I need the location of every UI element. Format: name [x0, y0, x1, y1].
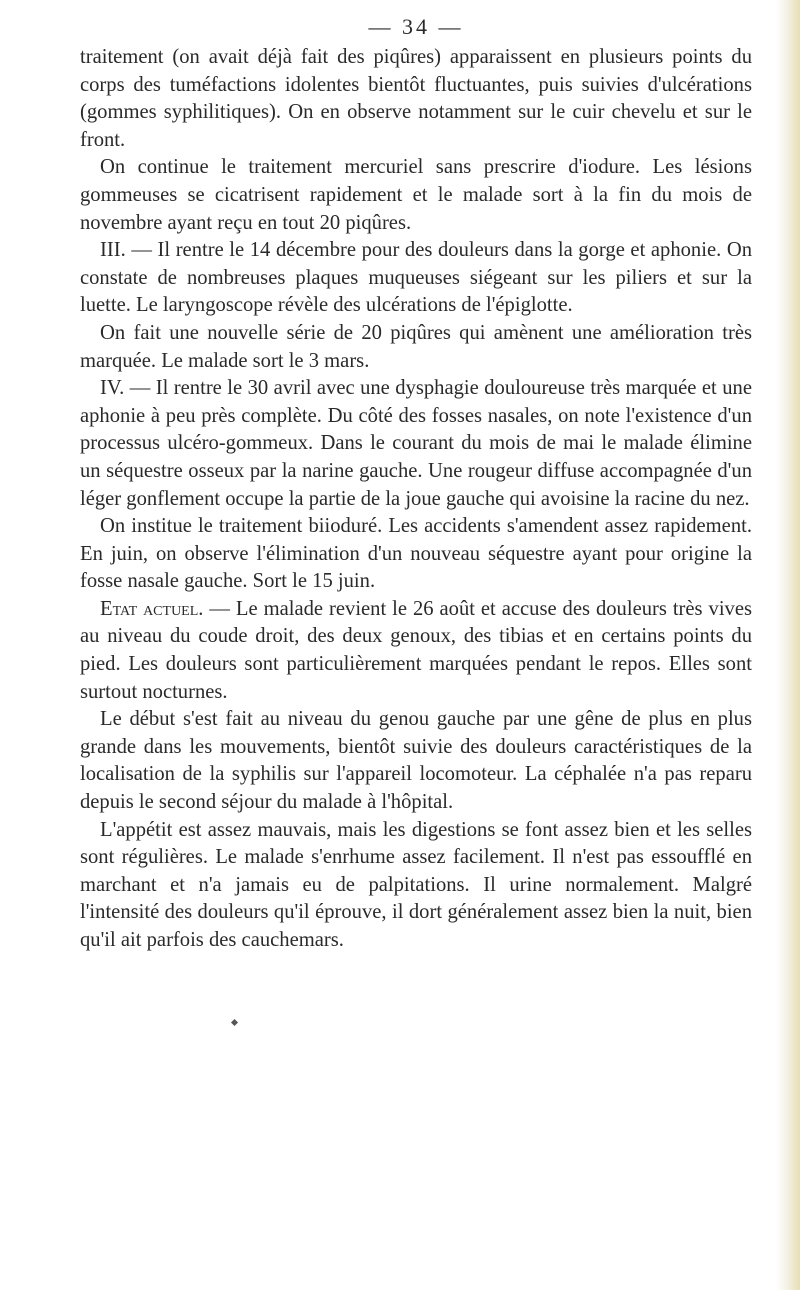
page-number: — 34 — — [368, 14, 464, 39]
etat-actuel-text: — Le malade revient le 26 août et accuse des douleurs très vives au niveau du coude droit, des deux genoux, des tibias et en certains points du pied. Les douleurs sont particulièrement marquées pendant le repos. Elles sont surtout nocturnes. — [80, 597, 752, 703]
paragraph-biioduré: On institue le traitement biioduré. Les accidents s'amendent assez rapidement. En juin, on observe l'élimination d'un nouveau séquestre ayant pour origine la fosse nasale gauche. Sort le 15 juin. — [80, 515, 752, 593]
paragraph-traitement: traitement (on avait déjà fait des piqûres) apparaissent en plusieurs points du corps des tuméfactions idolentes bientôt fluctuantes, puis suivies d'ulcérations (gommes syphilitiques). On en observe notamment sur le cuir chevelu et sur le front. — [80, 46, 752, 151]
etat-actuel-label: Etat actuel. — [100, 597, 204, 620]
print-mark — [231, 1019, 238, 1026]
paragraph-appetit: L'appétit est assez mauvais, mais les digestions se font assez bien et les selles sont régulières. Le malade s'enrhume assez facilement. Il n'est pas essoufflé en marchant et n'a jamais eu de palpitations. Il urine normalement. Malgré l'intensité des douleurs qu'il éprouve, il dort généralement assez bien la nuit, bien qu'il ait parfois des cauchemars. — [80, 818, 752, 951]
page-edge-shadow — [776, 0, 800, 1290]
document-page — [80, 14, 752, 955]
paragraph-mercuriel: On continue le traitement mercuriel sans prescrire d'iodure. Les lésions gommeuses se cicatrisent rapidement et le malade sort à la fin du mois de novembre ayant reçu en tout 20 piqûres. — [80, 156, 752, 234]
paragraph-debut: Le début s'est fait au niveau du genou gauche par une gêne de plus en plus grande dans les mouvements, bientôt suivie des douleurs caractéristiques de la localisation de la syphilis sur l'appareil locomoteur. La céphalée n'a pas reparu depuis le second séjour du malade à l'hôpital. — [80, 708, 752, 814]
paragraph-etat-actuel — [80, 596, 752, 706]
paragraph-serie-piqures: On fait une nouvelle série de 20 piqûres qui amènent une amélioration très marquée. Le malade sort le 3 mars. — [80, 321, 752, 372]
paragraph-section-iv: IV. — Il rentre le 30 avril avec une dysphagie douloureuse très marquée et une aphonie à peu près complète. Du côté des fosses nasales, on note l'existence d'un processus ulcéro-gommeux. Dans le courant du mois de mai le malade élimine un séquestre osseux par la narine gauche. Une rougeur diffuse accompagnée d'un léger gonflement occupe la partie de la joue gauche qui avoisine la racine du nez. — [80, 377, 752, 510]
paragraph-section-iii: III. — Il rentre le 14 décembre pour des douleurs dans la gorge et aphonie. On constate de nombreuses plaques muqueuses siégeant sur les piliers et sur la luette. Le laryngoscope révèle des ulcérations de l'épiglotte. — [80, 239, 752, 317]
